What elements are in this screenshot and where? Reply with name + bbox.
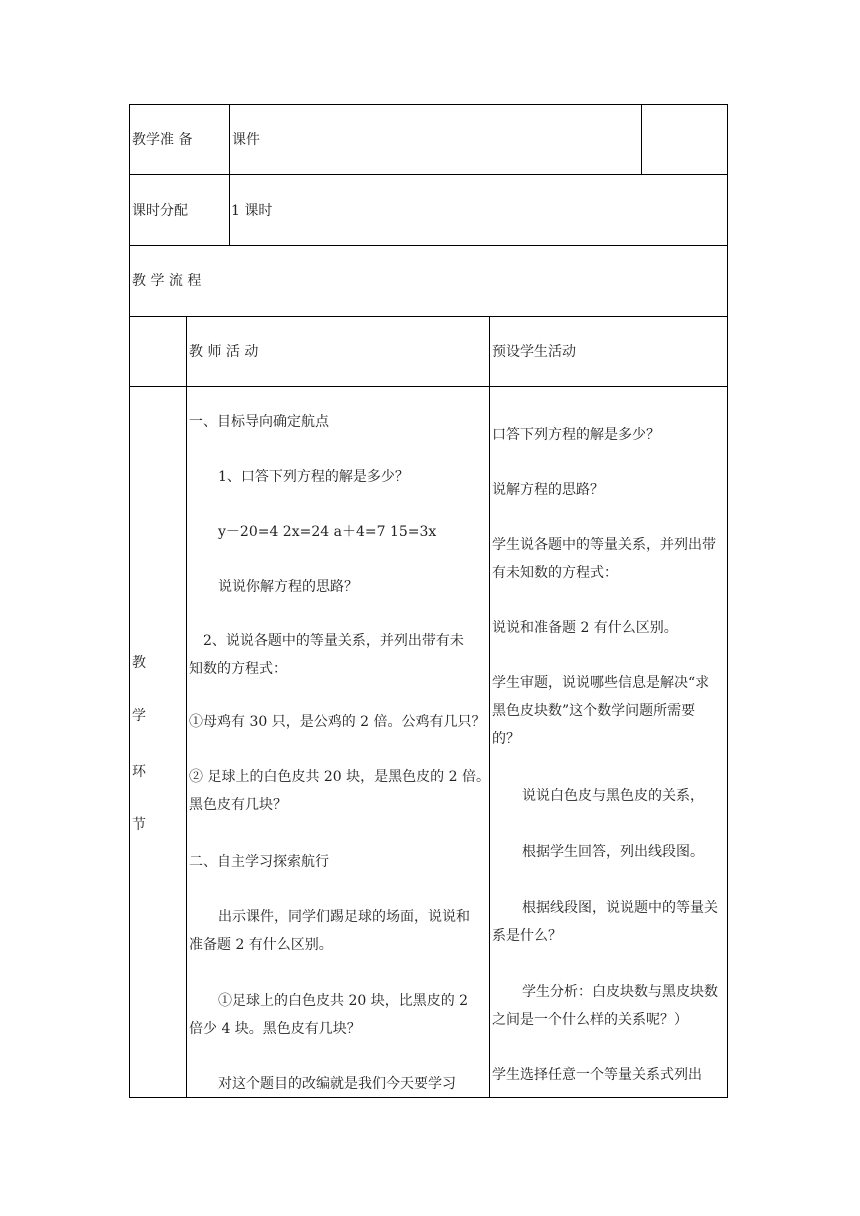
teacher-line: 出示课件，同学们踢足球的场面，说说和 <box>218 909 470 925</box>
prep-value: 课件 <box>232 132 260 148</box>
student-line: 学生选择任意一个等量关系式列出 <box>492 1067 702 1083</box>
student-line: 的？ <box>492 731 520 747</box>
teacher-line: 知数的方程式： <box>189 661 287 677</box>
student-line: 根据线段图，说说题中的等量关 <box>522 900 718 916</box>
teacher-line: 倍少 4 块。黑色皮有几块？ <box>189 1021 361 1037</box>
teacher-line: 1、口答下列方程的解是多少？ <box>218 469 409 485</box>
teacher-line: 对这个题目的改编就是我们今天要学习 <box>218 1076 456 1092</box>
teacher-line: ①母鸡有 30 只，是公鸡的 2 倍。公鸡有几只？ <box>189 714 486 730</box>
row-divider <box>129 316 728 317</box>
row-divider <box>129 386 728 387</box>
teacher-line: y－20=4 2x=24 a＋4=7 15=3x <box>218 524 437 540</box>
student-line: 说说白色皮与黑色皮的关系， <box>522 788 704 804</box>
col-divider <box>489 316 490 1098</box>
col-divider <box>641 104 642 174</box>
section-label-char: 学 <box>132 708 146 724</box>
student-line: 口答下列方程的解是多少？ <box>492 427 660 443</box>
student-line: 根据学生回答，列出线段图。 <box>522 844 704 860</box>
student-line: 说解方程的思路？ <box>492 482 604 498</box>
row-divider <box>129 245 728 246</box>
student-line: 有未知数的方程式： <box>492 565 618 581</box>
col-divider <box>186 316 187 1098</box>
teacher-line: ② 足球上的白色皮共 20 块，是黑色皮的 2 倍。 <box>189 769 490 785</box>
col-divider <box>229 104 230 245</box>
student-line: 学生审题，说说哪些信息是解决“求 <box>492 675 710 691</box>
section-label-char: 节 <box>132 817 146 833</box>
section-label-char: 环 <box>132 764 146 780</box>
teacher-line: 黑色皮有几块？ <box>189 797 287 813</box>
teacher-line: 二、自主学习探索航行 <box>189 854 329 870</box>
student-line: 说说和准备题 2 有什么区别。 <box>492 620 678 636</box>
hours-value: 1 课时 <box>231 203 273 219</box>
flow-title: 教 学 流 程 <box>132 273 202 289</box>
prep-label: 教学准 备 <box>132 132 193 148</box>
row-divider <box>129 174 728 175</box>
student-line: 系是什么？ <box>492 928 562 944</box>
hours-label: 课时分配 <box>132 203 188 219</box>
student-column-header: 预设学生活动 <box>492 344 576 360</box>
teacher-line: 说说你解方程的思路？ <box>218 579 358 595</box>
student-line: 之间是一个什么样的关系呢？） <box>492 1012 688 1028</box>
section-label-char: 教 <box>132 655 146 671</box>
student-line: 学生说各题中的等量关系，并列出带 <box>492 537 716 553</box>
teacher-line: ①足球上的白色皮共 20 块，比黑皮的 2 <box>218 993 469 1009</box>
student-line: 黑色皮块数”这个数学问题所需要 <box>492 703 696 719</box>
teacher-column-header: 教 师 活 动 <box>189 344 259 360</box>
teacher-line: 准备题 2 有什么区别。 <box>189 937 333 953</box>
student-line: 学生分析：白皮块数与黑皮块数 <box>522 984 718 1000</box>
teacher-line: 一、目标导向确定航点 <box>189 414 329 430</box>
teacher-line: 2、说说各题中的等量关系，并列出带有未 <box>203 633 464 649</box>
